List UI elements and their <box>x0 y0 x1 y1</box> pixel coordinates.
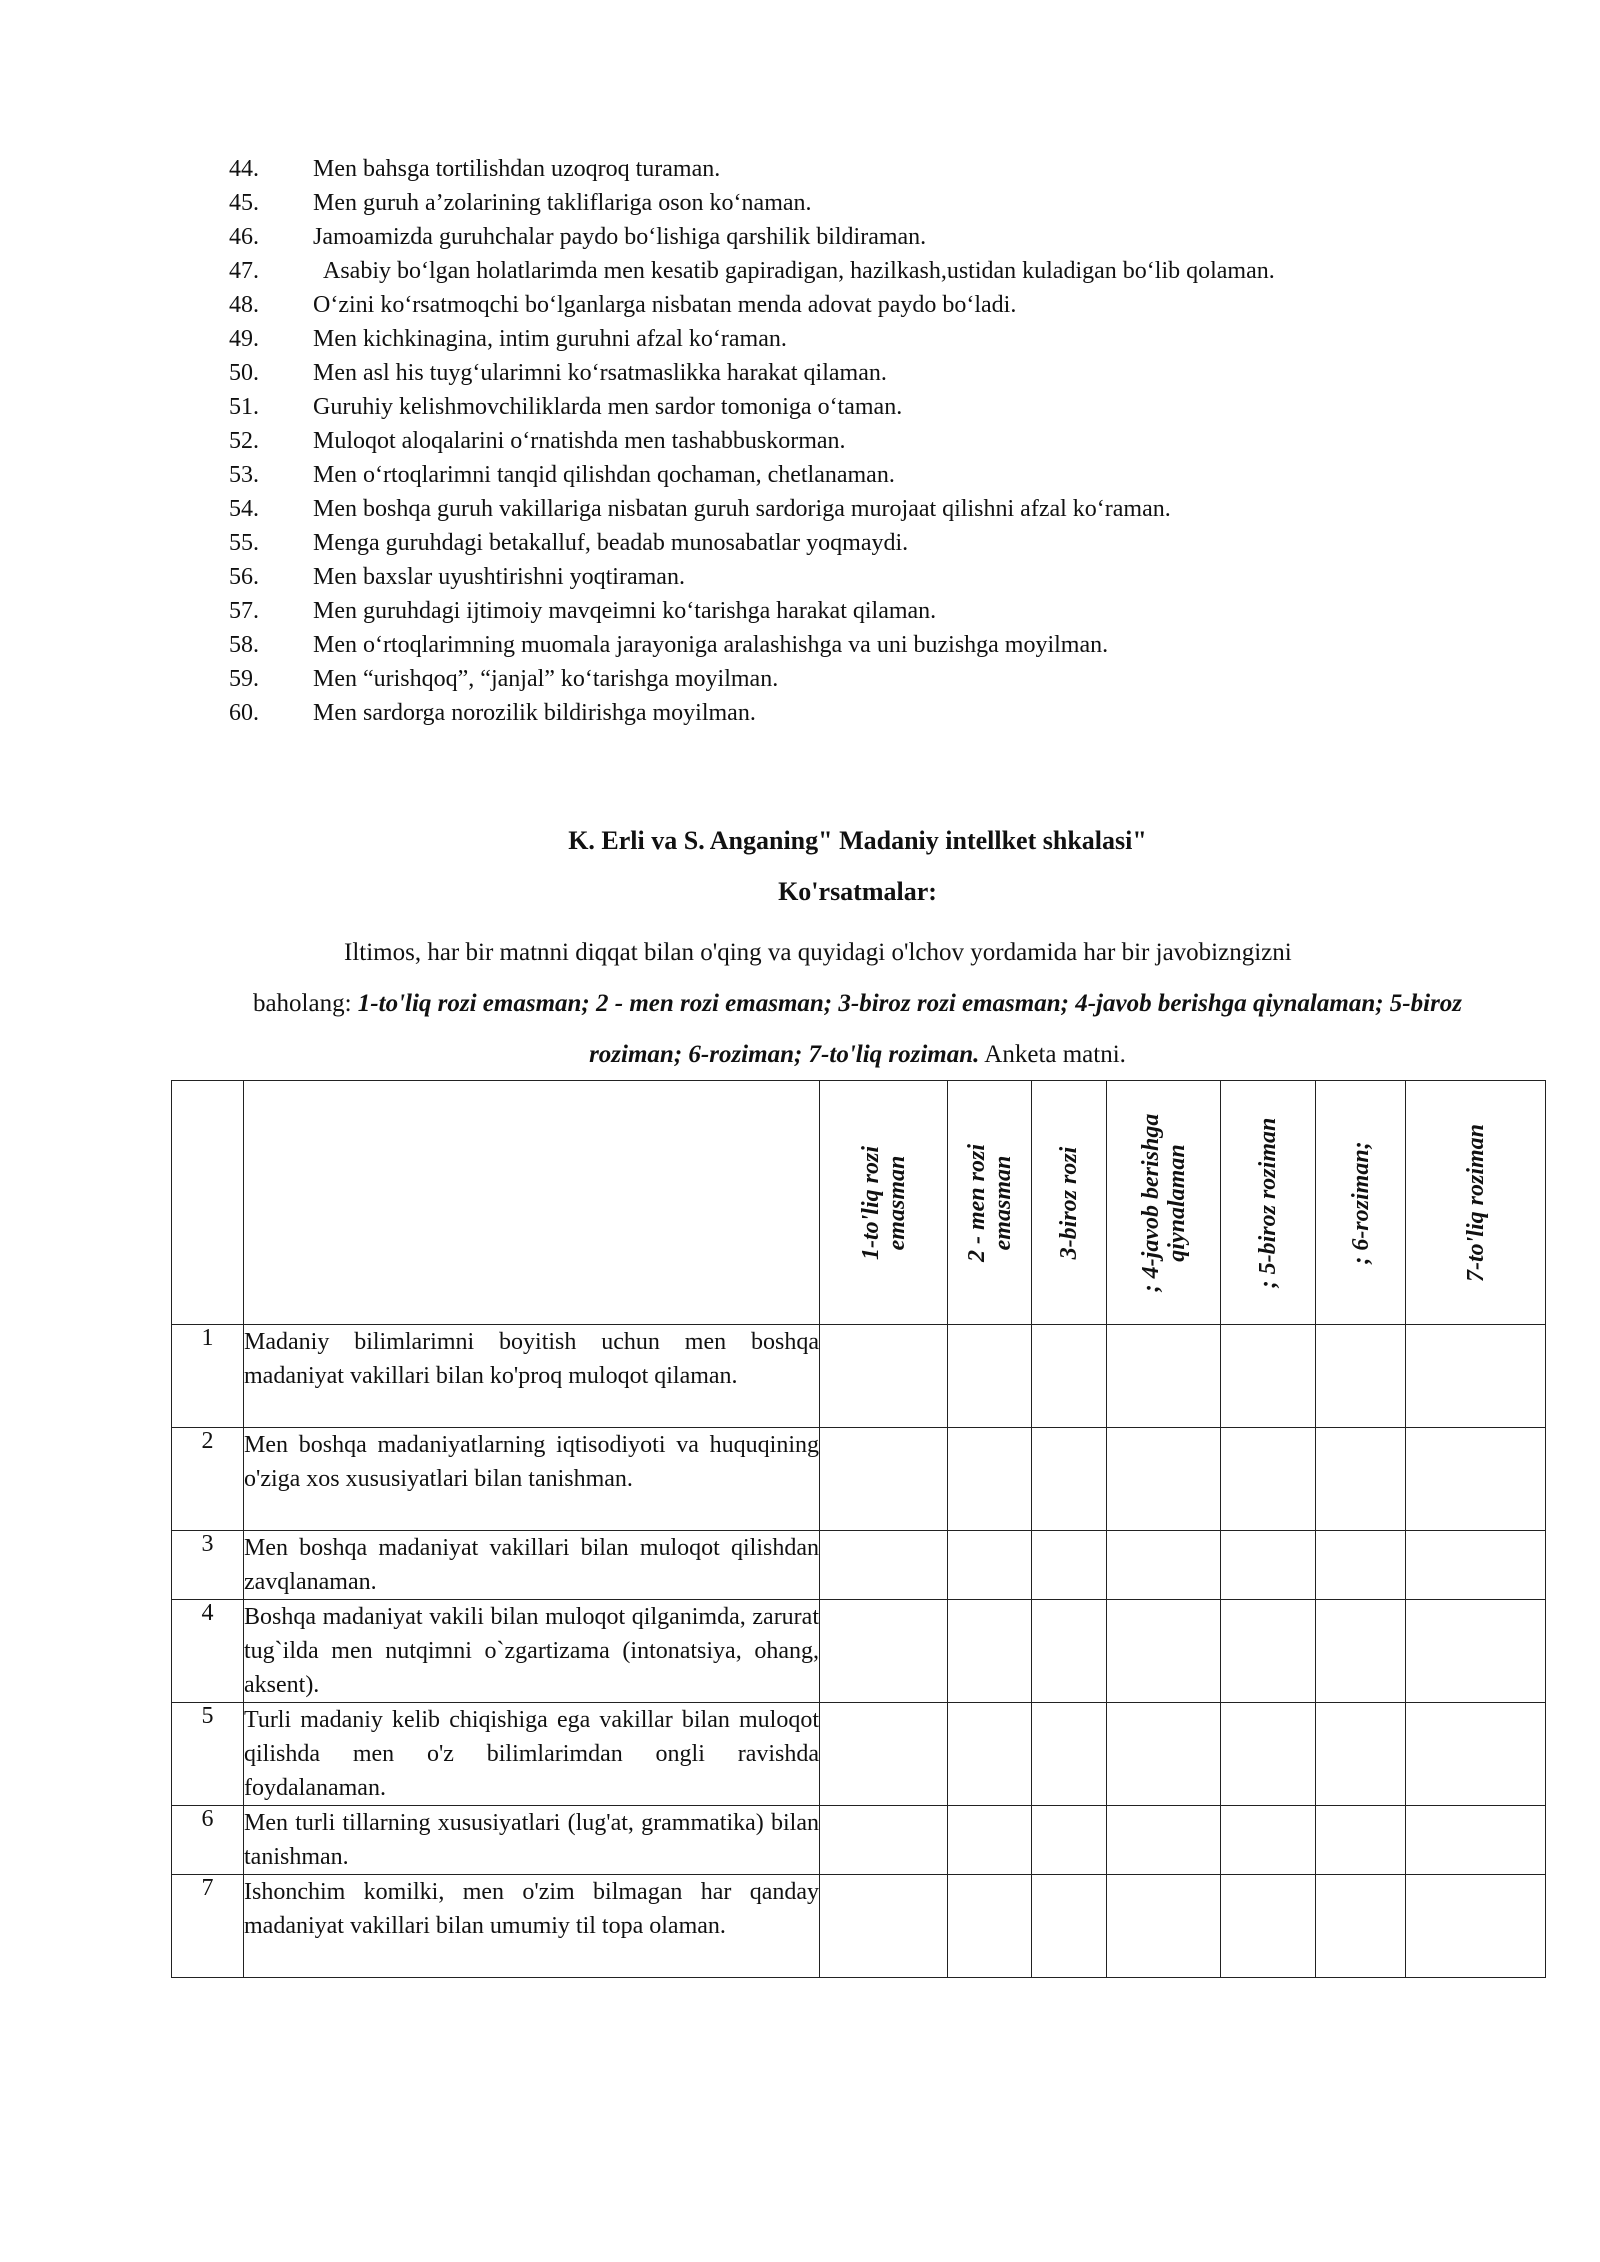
table-row <box>172 1325 1546 1428</box>
rating-cell-5[interactable] <box>1221 1531 1316 1600</box>
list-item <box>229 254 1486 288</box>
rating-header-5 <box>1221 1081 1316 1325</box>
rating-cell-3[interactable] <box>1032 1703 1107 1806</box>
list-item-number: 55. <box>229 530 259 556</box>
list-item <box>229 492 1486 526</box>
list-item-number: 53. <box>229 462 259 488</box>
rating-header-label: ; 5-biroz roziman <box>1255 1117 1281 1288</box>
table-header-row <box>172 1081 1546 1325</box>
list-item-text: Men guruhdagi ijtimoiy mavqeimni ko‘tarishga harakat qilaman. <box>313 598 937 624</box>
rating-cell-4[interactable] <box>1107 1806 1221 1875</box>
instructions-lead: baholang: <box>252 990 358 1017</box>
list-item-number: 56. <box>229 564 259 590</box>
rating-cell-4[interactable] <box>1107 1428 1221 1531</box>
list-item-number: 58. <box>229 632 259 658</box>
rating-cell-6[interactable] <box>1316 1600 1406 1703</box>
list-item <box>229 662 1486 696</box>
list-item-text: Men boshqa guruh vakillariga nisbatan guruh sardoriga murojaat qilishni afzal ko‘raman. <box>313 496 1171 522</box>
list-item <box>229 424 1486 458</box>
rating-cell-3[interactable] <box>1032 1600 1107 1703</box>
rating-header-label: 3-biroz rozi <box>1056 1146 1082 1259</box>
row-number: 1 <box>172 1325 244 1428</box>
list-item-number: 59. <box>229 666 259 692</box>
rating-cell-6[interactable] <box>1316 1875 1406 1978</box>
rating-cell-1[interactable] <box>820 1806 948 1875</box>
rating-cell-5[interactable] <box>1221 1703 1316 1806</box>
row-number: 4 <box>172 1600 244 1703</box>
table-row <box>172 1806 1546 1875</box>
header-question-cell <box>244 1081 820 1325</box>
list-item-text: Men o‘rtoqlarimni tanqid qilishdan qochaman, chetlanaman. <box>313 462 895 488</box>
list-item <box>229 696 1486 730</box>
list-item-number: 57. <box>229 598 259 624</box>
row-statement: Ishonchim komilki, men o'zim bilmagan har qanday madaniyat vakillari bilan umumiy til topa olaman. <box>244 1875 820 1978</box>
list-item-text: Menga guruhdagi betakalluf, beadab munosabatlar yoqmaydi. <box>313 530 909 556</box>
row-number: 5 <box>172 1703 244 1806</box>
list-item-text: Men bahsga tortilishdan uzoqroq turaman. <box>313 156 721 182</box>
list-item <box>229 186 1486 220</box>
rating-cell-1[interactable] <box>820 1875 948 1978</box>
list-item-text: Men guruh a’zolarining takliflariga oson ko‘naman. <box>313 190 812 216</box>
rating-cell-5[interactable] <box>1221 1806 1316 1875</box>
rating-cell-2[interactable] <box>948 1875 1032 1978</box>
rating-cell-1[interactable] <box>820 1325 948 1428</box>
rating-cell-4[interactable] <box>1107 1600 1221 1703</box>
rating-cell-7[interactable] <box>1406 1875 1546 1978</box>
list-item-number: 51. <box>229 394 259 420</box>
table-row <box>172 1428 1546 1531</box>
rating-header-label: 2 - men rozi emasman <box>963 1143 1016 1262</box>
rating-header-label: 1-to'liq rozi emasman <box>857 1145 910 1260</box>
row-statement: Men boshqa madaniyatlarning iqtisodiyoti va huquqining o'ziga xos xususiyatlari bilan tanishman. <box>244 1428 820 1531</box>
list-item-number: 46. <box>229 224 259 250</box>
rating-cell-4[interactable] <box>1107 1875 1221 1978</box>
rating-header-2 <box>948 1081 1032 1325</box>
rating-cell-7[interactable] <box>1406 1531 1546 1600</box>
instructions-tail: Anketa matni. <box>979 1041 1126 1068</box>
rating-cell-2[interactable] <box>948 1703 1032 1806</box>
list-item-text: Men baxslar uyushtirishni yoqtiraman. <box>313 564 685 590</box>
instructions-line1: Iltimos, har bir matnni diqqat bilan o'qing va quyidagi o'lchov yordamida har bir javobizngizni <box>344 939 1292 966</box>
row-number: 3 <box>172 1531 244 1600</box>
rating-cell-2[interactable] <box>948 1325 1032 1428</box>
rating-cell-4[interactable] <box>1107 1325 1221 1428</box>
row-number: 2 <box>172 1428 244 1531</box>
list-item <box>229 390 1486 424</box>
rating-cell-5[interactable] <box>1221 1325 1316 1428</box>
list-item-text: Men kichkinagina, intim guruhni afzal ko‘raman. <box>313 326 787 352</box>
list-item-number: 44. <box>229 156 259 182</box>
list-item-text: Guruhiy kelishmovchiliklarda men sardor tomoniga o‘taman. <box>313 394 903 420</box>
section-subtitle: Ko'rsatmalar: <box>778 877 937 906</box>
rating-cell-3[interactable] <box>1032 1428 1107 1531</box>
rating-cell-3[interactable] <box>1032 1531 1107 1600</box>
rating-cell-2[interactable] <box>948 1806 1032 1875</box>
rating-header-1 <box>820 1081 948 1325</box>
header-number-cell <box>172 1081 244 1325</box>
rating-cell-6[interactable] <box>1316 1325 1406 1428</box>
rating-header-3 <box>1032 1081 1107 1325</box>
instructions-scale: 1-to'liq rozi emasman; 2 - men rozi emasman; 3-biroz rozi emasman; 4-javob berishga qiynalaman; 5-biroz roziman; 6-roziman; 7-to'liq roziman. <box>357 990 1463 1068</box>
table-row <box>172 1600 1546 1703</box>
list-item-text: Men sardorga norozilik bildirishga moyilman. <box>313 700 756 726</box>
list-item-number: 49. <box>229 326 259 352</box>
list-item-number: 50. <box>229 360 259 386</box>
rating-cell-3[interactable] <box>1032 1325 1107 1428</box>
rating-header-4 <box>1107 1081 1221 1325</box>
list-item-text: Jamoamizda guruhchalar paydo bo‘lishiga qarshilik bildiraman. <box>313 224 927 250</box>
list-item-text: Men o‘rtoqlarimning muomala jarayoniga aralashishga va uni buzishga moyilman. <box>313 632 1109 658</box>
rating-cell-7[interactable] <box>1406 1325 1546 1428</box>
row-statement: Boshqa madaniyat vakili bilan muloqot qilganimda, zarurat tug`ilda men nutqimni o`zgartizama (intonatsiya, ohang, aksent). <box>244 1600 820 1703</box>
rating-cell-1[interactable] <box>820 1600 948 1703</box>
rating-cell-1[interactable] <box>820 1428 948 1531</box>
list-item-number: 45. <box>229 190 259 216</box>
rating-cell-1[interactable] <box>820 1703 948 1806</box>
rating-header-label: 7-to'liq roziman <box>1462 1123 1489 1282</box>
rating-cell-2[interactable] <box>948 1600 1032 1703</box>
list-item <box>229 594 1486 628</box>
rating-cell-7[interactable] <box>1406 1703 1546 1806</box>
list-item <box>229 560 1486 594</box>
list-item-number: 48. <box>229 292 259 318</box>
rating-cell-6[interactable] <box>1316 1428 1406 1531</box>
list-item-text: Asabiy bo‘lgan holatlarimda men kesatib gapiradigan, hazilkash,ustidan kuladigan bo‘lib qolaman. <box>323 258 1275 284</box>
section-title: K. Erli va S. Anganing" Madaniy intellket shkalasi" <box>568 826 1147 855</box>
rating-header-label: ; 4-javob berishga qiynalaman <box>1137 1113 1190 1292</box>
row-number: 6 <box>172 1806 244 1875</box>
rating-cell-7[interactable] <box>1406 1600 1546 1703</box>
list-item <box>229 322 1486 356</box>
rating-header-label: ; 6-roziman; <box>1347 1140 1374 1265</box>
statement-list <box>229 152 1486 730</box>
rating-cell-6[interactable] <box>1316 1806 1406 1875</box>
list-item <box>229 288 1486 322</box>
list-item-number: 47. <box>229 258 259 284</box>
instructions <box>229 927 1486 1080</box>
rating-cell-6[interactable] <box>1316 1531 1406 1600</box>
rating-cell-3[interactable] <box>1032 1806 1107 1875</box>
rating-cell-6[interactable] <box>1316 1703 1406 1806</box>
rating-header-7 <box>1406 1081 1546 1325</box>
rating-cell-5[interactable] <box>1221 1600 1316 1703</box>
rating-cell-7[interactable] <box>1406 1428 1546 1531</box>
list-item-number: 60. <box>229 700 259 726</box>
list-item-text: Men asl his tuyg‘ularimni ko‘rsatmaslikka harakat qilaman. <box>313 360 887 386</box>
rating-header-6 <box>1316 1081 1406 1325</box>
list-item <box>229 526 1486 560</box>
row-number: 7 <box>172 1875 244 1978</box>
table-row <box>172 1531 1546 1600</box>
table-row <box>172 1703 1546 1806</box>
row-statement: Men boshqa madaniyat vakillari bilan muloqot qilishdan zavqlanaman. <box>244 1531 820 1600</box>
rating-cell-5[interactable] <box>1221 1428 1316 1531</box>
rating-cell-4[interactable] <box>1107 1531 1221 1600</box>
rating-cell-4[interactable] <box>1107 1703 1221 1806</box>
rating-cell-3[interactable] <box>1032 1875 1107 1978</box>
list-item <box>229 152 1486 186</box>
rating-cell-7[interactable] <box>1406 1806 1546 1875</box>
row-statement: Madaniy bilimlarimni boyitish uchun men boshqa madaniyat vakillari bilan ko'proq muloqot qilaman. <box>244 1325 820 1428</box>
list-item-number: 52. <box>229 428 259 454</box>
row-statement: Turli madaniy kelib chiqishiga ega vakillar bilan muloqot qilishda men o'z bilimlarimdan ongli ravishda foydalanaman. <box>244 1703 820 1806</box>
row-statement: Men turli tillarning xususiyatlari (lug'at, grammatika) bilan tanishman. <box>244 1806 820 1875</box>
list-item <box>229 356 1486 390</box>
list-item-text: Men “urishqoq”, “janjal” ko‘tarishga moyilman. <box>313 666 779 692</box>
table-row <box>172 1875 1546 1978</box>
survey-table <box>171 1080 1546 1978</box>
rating-cell-1[interactable] <box>820 1531 948 1600</box>
list-item <box>229 628 1486 662</box>
rating-cell-5[interactable] <box>1221 1875 1316 1978</box>
list-item <box>229 458 1486 492</box>
list-item <box>229 220 1486 254</box>
list-item-text: Muloqot aloqalarini o‘rnatishda men tashabbuskorman. <box>313 428 846 454</box>
rating-cell-2[interactable] <box>948 1531 1032 1600</box>
rating-cell-2[interactable] <box>948 1428 1032 1531</box>
list-item-text: O‘zini ko‘rsatmoqchi bo‘lganlarga nisbatan menda adovat paydo bo‘ladi. <box>313 292 1017 318</box>
list-item-number: 54. <box>229 496 259 522</box>
